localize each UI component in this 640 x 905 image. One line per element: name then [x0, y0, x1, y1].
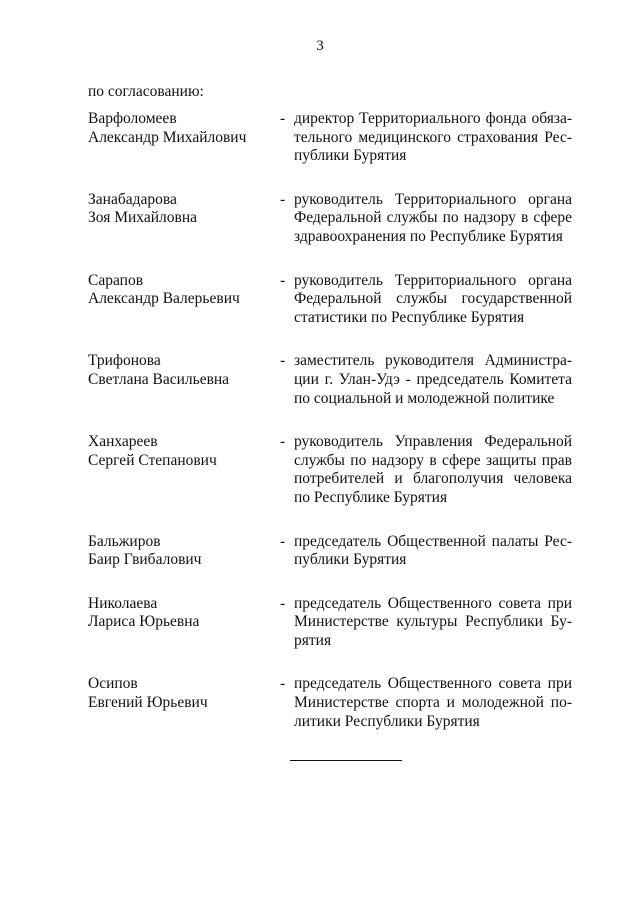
person-surname: Бальжиров: [88, 532, 161, 550]
person-name: [88, 110, 278, 166]
dash-separator: -: [280, 433, 286, 451]
dash-separator: -: [280, 271, 286, 289]
person-given-name: Евгений Юрьевич: [88, 694, 208, 712]
list-item: [88, 272, 572, 328]
person-name: [88, 433, 278, 507]
person-given-name: Светлана Васильевна: [88, 370, 230, 388]
person-position: председатель Общественного совета при Министерстве культуры Республики Бурятия: [294, 594, 572, 649]
list-item: [88, 433, 572, 507]
list-item: [88, 595, 572, 651]
person-given-name: Сергей Степанович: [88, 451, 217, 469]
list-item: [88, 352, 572, 408]
person-surname: Трифонова: [88, 352, 161, 370]
person-given-name: Александр Валерьевич: [88, 290, 240, 308]
person-surname: Ханхареев: [88, 433, 158, 451]
dash-separator: -: [280, 594, 286, 612]
person-name: [88, 595, 278, 651]
dash-separator: -: [280, 190, 286, 208]
person-position: руководитель Территориального органа Федеральной службы по надзору в сфере здравоохранения по Республике Бурятия: [294, 190, 572, 245]
person-given-name: Баир Гвибалович: [88, 551, 202, 569]
list-item: [88, 110, 572, 166]
dash-separator: -: [280, 675, 286, 693]
person-name: [88, 352, 278, 408]
person-name: [88, 533, 278, 570]
approval-heading: по согласованию:: [88, 83, 204, 100]
dash-separator: -: [280, 532, 286, 550]
person-name: [88, 272, 278, 328]
dash-separator: -: [280, 352, 286, 370]
person-name: [88, 675, 278, 731]
dash-separator: -: [280, 110, 286, 127]
person-surname: Занабадарова: [88, 190, 177, 208]
page-number: 3: [316, 38, 324, 54]
person-name: [88, 191, 278, 247]
list-item: [88, 191, 572, 247]
person-surname: Варфоломеев: [88, 110, 177, 127]
person-position: руководитель Управления Федеральной службы по надзору в сфере защиты прав потребителей и благополучия человека по Республике Бурятия: [294, 433, 572, 506]
person-given-name: Зоя Михайловна: [88, 209, 197, 227]
person-surname: Николаева: [88, 594, 158, 612]
person-position: председатель Общественного совета при Министерстве спорта и молодежной политики Республики Бурятия: [294, 675, 572, 730]
list-item: [88, 533, 572, 570]
person-position: заместитель руководителя Администрации г. Улан-Удэ - председатель Комитета по социальной и молодежной политике: [294, 352, 572, 407]
person-given-name: Александр Михайлович: [88, 128, 247, 146]
person-given-name: Лариса Юрьевна: [88, 613, 200, 631]
person-surname: Сарапов: [88, 271, 144, 289]
closing-divider-line: [290, 760, 402, 761]
person-position: директор Территориального фонда обязательного медицинского страхования Республики Бурятия: [294, 110, 572, 165]
person-position: председатель Общественной палаты Республики Бурятия: [294, 532, 572, 569]
person-surname: Осипов: [88, 675, 138, 693]
person-position: руководитель Территориального органа Федеральной службы государственной статистики по Республике Бурятия: [294, 271, 572, 326]
list-item: [88, 675, 572, 731]
approval-list: [88, 110, 572, 756]
